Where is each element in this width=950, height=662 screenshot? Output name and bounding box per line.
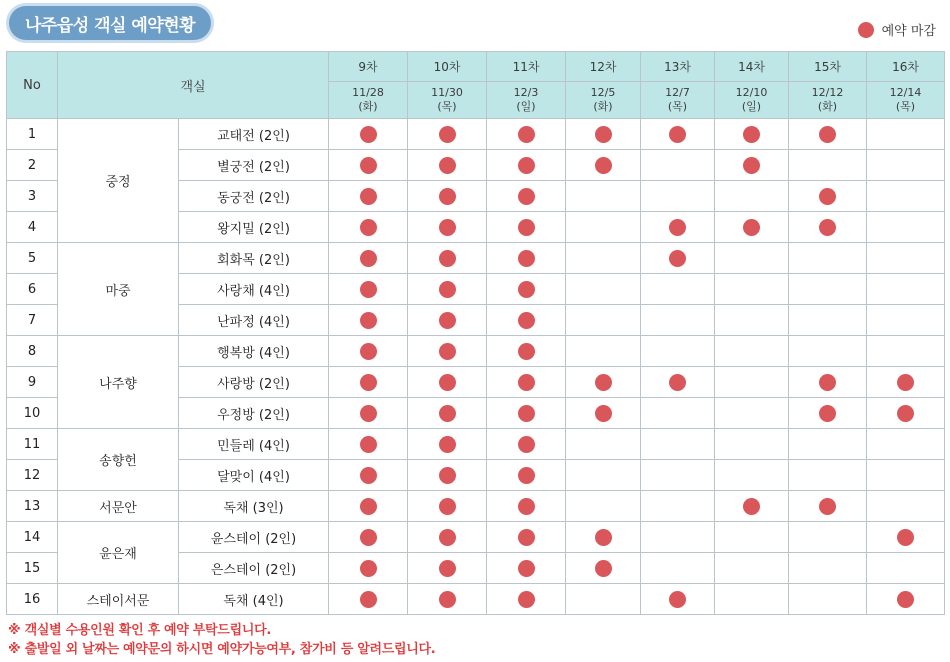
closed-dot-icon xyxy=(360,343,377,360)
availability-cell xyxy=(867,274,945,305)
table-row xyxy=(7,491,945,522)
availability-cell xyxy=(789,181,867,212)
closed-dot-icon xyxy=(518,374,535,391)
row-number: 9 xyxy=(7,367,58,398)
closed-dot-icon xyxy=(897,591,914,608)
availability-cell xyxy=(789,553,867,584)
closed-dot-icon xyxy=(360,281,377,298)
availability-cell xyxy=(789,274,867,305)
availability-cell xyxy=(487,584,566,615)
room-group: 윤은재 xyxy=(58,522,179,584)
availability-cell xyxy=(641,429,715,460)
closed-dot-icon xyxy=(518,560,535,577)
availability-cell xyxy=(487,460,566,491)
availability-cell xyxy=(487,522,566,553)
row-number: 5 xyxy=(7,243,58,274)
round-day-text: (화) xyxy=(358,100,378,113)
availability-cell xyxy=(715,429,789,460)
availability-cell xyxy=(867,367,945,398)
closed-dot-icon xyxy=(439,188,456,205)
table-row xyxy=(7,336,945,367)
closed-dot-icon xyxy=(439,498,456,515)
closed-dot-icon xyxy=(518,250,535,267)
closed-dot-icon xyxy=(669,219,686,236)
availability-cell xyxy=(789,367,867,398)
availability-cell xyxy=(867,584,945,615)
availability-cell xyxy=(715,460,789,491)
room-name: 민들레 (4인) xyxy=(179,429,329,460)
closed-dot-icon xyxy=(819,374,836,391)
closed-dot-icon xyxy=(595,157,612,174)
closed-dot-icon xyxy=(518,467,535,484)
availability-cell xyxy=(329,522,408,553)
availability-cell xyxy=(641,212,715,243)
round-date-text: 11/30 xyxy=(431,86,463,99)
round-day-text: (일) xyxy=(741,100,762,113)
closed-dot-icon xyxy=(439,250,456,267)
closed-dot-icon xyxy=(819,498,836,515)
availability-cell xyxy=(487,336,566,367)
row-number: 4 xyxy=(7,212,58,243)
availability-cell xyxy=(408,584,487,615)
closed-dot-icon xyxy=(819,188,836,205)
availability-cell xyxy=(487,429,566,460)
availability-cell xyxy=(789,522,867,553)
room-name: 행복방 (4인) xyxy=(179,336,329,367)
round-label: 16차 xyxy=(867,52,945,82)
availability-cell xyxy=(566,305,641,336)
availability-cell xyxy=(867,336,945,367)
closed-dot-icon xyxy=(439,405,456,422)
round-label: 13차 xyxy=(641,52,715,82)
availability-cell xyxy=(329,150,408,181)
availability-cell xyxy=(487,243,566,274)
closed-dot-icon xyxy=(897,529,914,546)
availability-cell xyxy=(329,398,408,429)
availability-cell xyxy=(566,212,641,243)
availability-cell xyxy=(715,181,789,212)
table-row xyxy=(7,584,945,615)
availability-cell xyxy=(641,584,715,615)
availability-cell xyxy=(329,212,408,243)
closed-dot-icon xyxy=(439,126,456,143)
availability-cell xyxy=(566,522,641,553)
round-label: 15차 xyxy=(789,52,867,82)
availability-cell xyxy=(487,553,566,584)
availability-cell xyxy=(329,429,408,460)
row-number: 12 xyxy=(7,460,58,491)
availability-cell xyxy=(566,150,641,181)
availability-cell xyxy=(641,336,715,367)
reservation-table xyxy=(6,51,945,615)
room-name: 사랑채 (4인) xyxy=(179,274,329,305)
round-label: 9차 xyxy=(329,52,408,82)
round-date xyxy=(641,82,715,119)
availability-cell xyxy=(329,119,408,150)
availability-cell xyxy=(408,367,487,398)
availability-cell xyxy=(789,491,867,522)
closed-dot-icon xyxy=(439,312,456,329)
availability-cell xyxy=(566,274,641,305)
round-label: 12차 xyxy=(566,52,641,82)
room-name: 은스테이 (2인) xyxy=(179,553,329,584)
availability-cell xyxy=(715,243,789,274)
round-date-text: 12/7 xyxy=(665,86,690,99)
availability-cell xyxy=(867,212,945,243)
closed-dot-icon xyxy=(360,126,377,143)
availability-cell xyxy=(329,460,408,491)
header-no: No xyxy=(7,52,58,119)
round-day-text: (화) xyxy=(817,100,838,113)
availability-cell xyxy=(566,243,641,274)
round-label: 10차 xyxy=(408,52,487,82)
closed-dot-icon xyxy=(439,219,456,236)
round-date-text: 12/3 xyxy=(513,86,539,99)
availability-cell xyxy=(566,429,641,460)
row-number: 10 xyxy=(7,398,58,429)
round-label: 14차 xyxy=(715,52,789,82)
availability-cell xyxy=(867,522,945,553)
row-number: 6 xyxy=(7,274,58,305)
availability-cell xyxy=(487,305,566,336)
closed-dot-icon xyxy=(439,157,456,174)
availability-cell xyxy=(566,336,641,367)
availability-cell xyxy=(867,119,945,150)
availability-cell xyxy=(867,243,945,274)
availability-cell xyxy=(789,243,867,274)
closed-dot-icon xyxy=(669,374,686,391)
closed-dot-icon xyxy=(743,157,760,174)
availability-cell xyxy=(715,212,789,243)
row-number: 3 xyxy=(7,181,58,212)
room-name: 교태전 (2인) xyxy=(179,119,329,150)
closed-dot-icon xyxy=(518,436,535,453)
closed-dot-icon xyxy=(518,529,535,546)
availability-cell xyxy=(566,584,641,615)
room-name: 독채 (4인) xyxy=(179,584,329,615)
room-group: 스테이서문 xyxy=(58,584,179,615)
closed-dot-icon xyxy=(360,498,377,515)
row-number: 2 xyxy=(7,150,58,181)
closed-dot-icon xyxy=(518,281,535,298)
room-name: 난파정 (4인) xyxy=(179,305,329,336)
round-date xyxy=(487,82,566,119)
closed-dot-icon xyxy=(360,560,377,577)
table-row xyxy=(7,522,945,553)
availability-cell xyxy=(566,491,641,522)
availability-cell xyxy=(487,212,566,243)
closed-dot-icon xyxy=(360,219,377,236)
availability-cell xyxy=(408,336,487,367)
availability-cell xyxy=(641,367,715,398)
room-name: 사랑방 (2인) xyxy=(179,367,329,398)
availability-cell xyxy=(408,274,487,305)
availability-cell xyxy=(487,181,566,212)
availability-cell xyxy=(641,243,715,274)
room-group: 마중 xyxy=(58,243,179,336)
round-day-text: (일) xyxy=(516,100,536,113)
availability-cell xyxy=(789,584,867,615)
availability-cell xyxy=(641,274,715,305)
round-day-text: (목) xyxy=(667,100,688,113)
availability-cell xyxy=(408,398,487,429)
availability-cell xyxy=(867,181,945,212)
availability-cell xyxy=(329,367,408,398)
row-number: 15 xyxy=(7,553,58,584)
closed-dot-icon xyxy=(819,126,836,143)
availability-cell xyxy=(789,212,867,243)
header-room: 객실 xyxy=(58,52,329,119)
room-name: 별궁전 (2인) xyxy=(179,150,329,181)
closed-dot-icon xyxy=(439,281,456,298)
availability-cell xyxy=(789,429,867,460)
closed-dot-icon xyxy=(518,188,535,205)
closed-dot-icon xyxy=(360,436,377,453)
closed-dot-icon xyxy=(595,374,612,391)
legend-label: 예약 마감 xyxy=(881,24,936,39)
room-group: 중정 xyxy=(58,119,179,243)
room-name: 독채 (3인) xyxy=(179,491,329,522)
closed-dot-icon xyxy=(360,374,377,391)
room-name: 달맞이 (4인) xyxy=(179,460,329,491)
closed-dot-icon xyxy=(439,591,456,608)
legend xyxy=(858,20,936,39)
availability-cell xyxy=(329,305,408,336)
availability-cell xyxy=(715,553,789,584)
availability-cell xyxy=(408,243,487,274)
closed-dot-icon xyxy=(518,591,535,608)
availability-cell xyxy=(715,305,789,336)
availability-cell xyxy=(715,584,789,615)
room-group: 송향헌 xyxy=(58,429,179,491)
availability-cell xyxy=(329,274,408,305)
availability-cell xyxy=(408,119,487,150)
notes xyxy=(8,621,435,659)
closed-dot-icon xyxy=(595,529,612,546)
availability-cell xyxy=(789,460,867,491)
room-group: 서문안 xyxy=(58,491,179,522)
closed-dot-icon xyxy=(595,405,612,422)
availability-cell xyxy=(715,522,789,553)
closed-dot-icon xyxy=(518,343,535,360)
room-name: 왕지밀 (2인) xyxy=(179,212,329,243)
availability-cell xyxy=(867,305,945,336)
availability-cell xyxy=(641,398,715,429)
availability-cell xyxy=(789,305,867,336)
closed-dot-icon xyxy=(360,312,377,329)
availability-cell xyxy=(487,491,566,522)
closed-dot-icon xyxy=(360,591,377,608)
availability-cell xyxy=(566,367,641,398)
closed-dot-icon xyxy=(360,188,377,205)
availability-cell xyxy=(867,429,945,460)
availability-cell xyxy=(487,367,566,398)
availability-cell xyxy=(641,181,715,212)
closed-dot-icon xyxy=(743,126,760,143)
row-number: 13 xyxy=(7,491,58,522)
availability-cell xyxy=(408,429,487,460)
availability-cell xyxy=(329,181,408,212)
closed-dot-icon xyxy=(360,405,377,422)
availability-cell xyxy=(487,274,566,305)
table-row xyxy=(7,119,945,150)
availability-cell xyxy=(641,522,715,553)
closed-dot-icon xyxy=(439,467,456,484)
note-line: ※ 객실별 수용인원 확인 후 예약 부탁드립니다. xyxy=(8,623,271,638)
closed-dot-icon xyxy=(360,250,377,267)
availability-cell xyxy=(329,243,408,274)
room-name: 동궁전 (2인) xyxy=(179,181,329,212)
closed-dot-icon xyxy=(669,250,686,267)
availability-cell xyxy=(408,491,487,522)
closed-dot-icon xyxy=(518,498,535,515)
round-date xyxy=(566,82,641,119)
round-date-text: 12/5 xyxy=(590,86,616,99)
closed-dot-icon xyxy=(518,126,535,143)
round-label: 11차 xyxy=(487,52,566,82)
availability-cell xyxy=(867,460,945,491)
availability-cell xyxy=(867,553,945,584)
availability-cell xyxy=(487,398,566,429)
availability-cell xyxy=(641,553,715,584)
closed-dot-icon xyxy=(439,343,456,360)
availability-cell xyxy=(867,150,945,181)
row-number: 1 xyxy=(7,119,58,150)
round-date xyxy=(789,82,867,119)
availability-cell xyxy=(789,336,867,367)
row-number: 8 xyxy=(7,336,58,367)
round-day-text: (목) xyxy=(895,100,916,113)
note-line: ※ 출발일 외 날짜는 예약문의 하시면 예약가능여부, 참가비 등 알려드립니다. xyxy=(8,642,436,657)
availability-cell xyxy=(408,553,487,584)
table-row xyxy=(7,243,945,274)
round-date-text: 12/14 xyxy=(889,86,922,99)
closed-dot-icon xyxy=(858,22,874,38)
availability-cell xyxy=(408,150,487,181)
availability-cell xyxy=(789,119,867,150)
availability-cell xyxy=(867,491,945,522)
round-date xyxy=(715,82,789,119)
availability-cell xyxy=(408,305,487,336)
availability-cell xyxy=(715,336,789,367)
availability-cell xyxy=(408,522,487,553)
availability-cell xyxy=(641,491,715,522)
availability-cell xyxy=(715,367,789,398)
room-name: 윤스테이 (2인) xyxy=(179,522,329,553)
availability-cell xyxy=(566,460,641,491)
availability-cell xyxy=(329,553,408,584)
availability-cell xyxy=(641,460,715,491)
round-date xyxy=(408,82,487,119)
availability-cell xyxy=(715,150,789,181)
closed-dot-icon xyxy=(518,405,535,422)
availability-cell xyxy=(715,274,789,305)
closed-dot-icon xyxy=(360,529,377,546)
closed-dot-icon xyxy=(743,498,760,515)
closed-dot-icon xyxy=(439,436,456,453)
availability-cell xyxy=(487,119,566,150)
closed-dot-icon xyxy=(669,126,686,143)
availability-cell xyxy=(715,491,789,522)
room-name: 회화목 (2인) xyxy=(179,243,329,274)
availability-cell xyxy=(641,305,715,336)
round-date-text: 11/28 xyxy=(352,86,384,99)
closed-dot-icon xyxy=(669,591,686,608)
availability-cell xyxy=(789,398,867,429)
availability-cell xyxy=(867,398,945,429)
availability-cell xyxy=(566,119,641,150)
closed-dot-icon xyxy=(595,126,612,143)
round-date xyxy=(329,82,408,119)
availability-cell xyxy=(641,119,715,150)
availability-cell xyxy=(487,150,566,181)
round-date-text: 12/12 xyxy=(811,86,844,99)
closed-dot-icon xyxy=(518,157,535,174)
row-number: 16 xyxy=(7,584,58,615)
row-number: 11 xyxy=(7,429,58,460)
availability-cell xyxy=(329,584,408,615)
availability-cell xyxy=(715,398,789,429)
availability-cell xyxy=(641,150,715,181)
availability-cell xyxy=(789,150,867,181)
room-name: 우정방 (2인) xyxy=(179,398,329,429)
closed-dot-icon xyxy=(595,560,612,577)
row-number: 7 xyxy=(7,305,58,336)
availability-cell xyxy=(329,336,408,367)
closed-dot-icon xyxy=(360,467,377,484)
closed-dot-icon xyxy=(439,560,456,577)
closed-dot-icon xyxy=(439,374,456,391)
closed-dot-icon xyxy=(819,219,836,236)
closed-dot-icon xyxy=(360,157,377,174)
availability-cell xyxy=(408,212,487,243)
row-number: 14 xyxy=(7,522,58,553)
closed-dot-icon xyxy=(439,529,456,546)
round-date-text: 12/10 xyxy=(735,86,768,99)
round-date xyxy=(867,82,945,119)
closed-dot-icon xyxy=(518,219,535,236)
closed-dot-icon xyxy=(518,312,535,329)
availability-cell xyxy=(408,460,487,491)
closed-dot-icon xyxy=(819,405,836,422)
room-group: 나주향 xyxy=(58,336,179,429)
availability-cell xyxy=(566,553,641,584)
round-day-text: (목) xyxy=(437,100,457,113)
page-title: 나주읍성 객실 예약현황 xyxy=(6,3,214,43)
availability-cell xyxy=(566,181,641,212)
availability-cell xyxy=(408,181,487,212)
closed-dot-icon xyxy=(897,405,914,422)
availability-cell xyxy=(715,119,789,150)
availability-cell xyxy=(566,398,641,429)
round-day-text: (화) xyxy=(593,100,613,113)
closed-dot-icon xyxy=(743,219,760,236)
table-row xyxy=(7,429,945,460)
availability-cell xyxy=(329,491,408,522)
closed-dot-icon xyxy=(897,374,914,391)
